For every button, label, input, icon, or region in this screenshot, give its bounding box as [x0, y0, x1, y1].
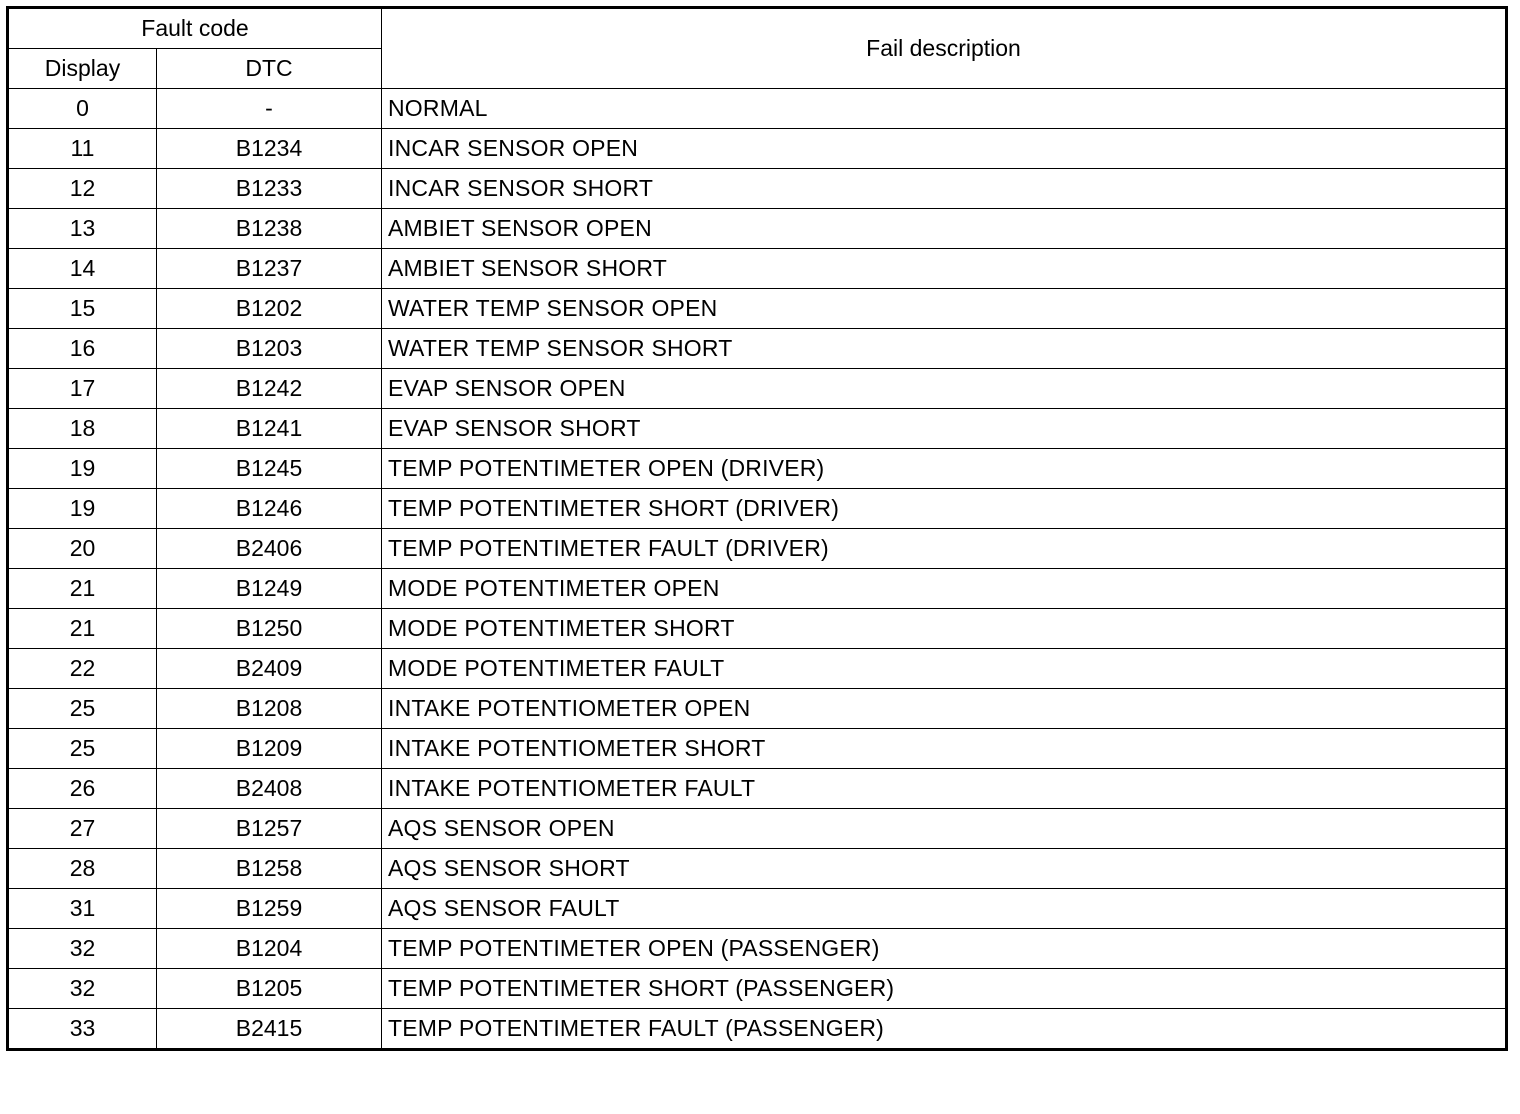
display-code-cell: 32 [8, 929, 157, 969]
header-fail-description: Fail description [382, 8, 1507, 89]
fail-description-cell: INCAR SENSOR OPEN [382, 129, 1507, 169]
fail-description-cell: AQS SENSOR SHORT [382, 849, 1507, 889]
fault-code-table [6, 6, 1508, 1051]
display-code-cell: 25 [8, 729, 157, 769]
display-code-cell: 13 [8, 209, 157, 249]
dtc-code-cell: B1204 [157, 929, 382, 969]
display-code-cell: 15 [8, 289, 157, 329]
header-display: Display [8, 49, 157, 89]
dtc-code-cell: B1205 [157, 969, 382, 1009]
table-row [8, 129, 1507, 169]
display-code-cell: 25 [8, 689, 157, 729]
dtc-code-cell: B1202 [157, 289, 382, 329]
fail-description-cell: MODE POTENTIMETER SHORT [382, 609, 1507, 649]
dtc-code-cell: B1238 [157, 209, 382, 249]
header-dtc: DTC [157, 49, 382, 89]
display-code-cell: 27 [8, 809, 157, 849]
fail-description-cell: AQS SENSOR OPEN [382, 809, 1507, 849]
display-code-cell: 22 [8, 649, 157, 689]
table-row [8, 369, 1507, 409]
table-body [8, 89, 1507, 1050]
table-row [8, 529, 1507, 569]
dtc-code-cell: B2408 [157, 769, 382, 809]
dtc-code-cell: B1259 [157, 889, 382, 929]
table-row [8, 689, 1507, 729]
fail-description-cell: EVAP SENSOR SHORT [382, 409, 1507, 449]
fail-description-cell: INTAKE POTENTIOMETER SHORT [382, 729, 1507, 769]
dtc-code-cell: B1208 [157, 689, 382, 729]
header-fault-code: Fault code [8, 8, 382, 49]
display-code-cell: 26 [8, 769, 157, 809]
dtc-code-cell: B1234 [157, 129, 382, 169]
fail-description-cell: TEMP POTENTIMETER OPEN (DRIVER) [382, 449, 1507, 489]
table-row [8, 889, 1507, 929]
fail-description-cell: MODE POTENTIMETER FAULT [382, 649, 1507, 689]
fail-description-cell: NORMAL [382, 89, 1507, 129]
display-code-cell: 14 [8, 249, 157, 289]
table-row [8, 769, 1507, 809]
dtc-code-cell: - [157, 89, 382, 129]
dtc-code-cell: B2406 [157, 529, 382, 569]
table-row [8, 209, 1507, 249]
table-row [8, 809, 1507, 849]
dtc-code-cell: B1258 [157, 849, 382, 889]
display-code-cell: 21 [8, 569, 157, 609]
dtc-code-cell: B1241 [157, 409, 382, 449]
display-code-cell: 18 [8, 409, 157, 449]
table-row [8, 409, 1507, 449]
table-row [8, 329, 1507, 369]
fail-description-cell: INTAKE POTENTIOMETER OPEN [382, 689, 1507, 729]
display-code-cell: 17 [8, 369, 157, 409]
dtc-code-cell: B1233 [157, 169, 382, 209]
table-row [8, 169, 1507, 209]
table-row [8, 649, 1507, 689]
fail-description-cell: TEMP POTENTIMETER FAULT (PASSENGER) [382, 1009, 1507, 1050]
fail-description-cell: AMBIET SENSOR SHORT [382, 249, 1507, 289]
header-row-top [8, 8, 1507, 49]
dtc-code-cell: B1242 [157, 369, 382, 409]
table-row [8, 1009, 1507, 1050]
dtc-code-cell: B1245 [157, 449, 382, 489]
display-code-cell: 32 [8, 969, 157, 1009]
table-row [8, 289, 1507, 329]
dtc-code-cell: B1250 [157, 609, 382, 649]
table-row [8, 969, 1507, 1009]
display-code-cell: 19 [8, 489, 157, 529]
table-row [8, 569, 1507, 609]
display-code-cell: 12 [8, 169, 157, 209]
fail-description-cell: TEMP POTENTIMETER OPEN (PASSENGER) [382, 929, 1507, 969]
dtc-code-cell: B1237 [157, 249, 382, 289]
table-row [8, 929, 1507, 969]
table-row [8, 489, 1507, 529]
fail-description-cell: TEMP POTENTIMETER SHORT (PASSENGER) [382, 969, 1507, 1009]
fail-description-cell: MODE POTENTIMETER OPEN [382, 569, 1507, 609]
display-code-cell: 19 [8, 449, 157, 489]
fail-description-cell: AMBIET SENSOR OPEN [382, 209, 1507, 249]
table-row [8, 849, 1507, 889]
dtc-code-cell: B1203 [157, 329, 382, 369]
display-code-cell: 0 [8, 89, 157, 129]
table-row [8, 729, 1507, 769]
display-code-cell: 28 [8, 849, 157, 889]
fail-description-cell: TEMP POTENTIMETER SHORT (DRIVER) [382, 489, 1507, 529]
fail-description-cell: INTAKE POTENTIOMETER FAULT [382, 769, 1507, 809]
dtc-code-cell: B2409 [157, 649, 382, 689]
display-code-cell: 16 [8, 329, 157, 369]
dtc-code-cell: B1209 [157, 729, 382, 769]
display-code-cell: 11 [8, 129, 157, 169]
display-code-cell: 31 [8, 889, 157, 929]
fail-description-cell: AQS SENSOR FAULT [382, 889, 1507, 929]
fail-description-cell: TEMP POTENTIMETER FAULT (DRIVER) [382, 529, 1507, 569]
fail-description-cell: EVAP SENSOR OPEN [382, 369, 1507, 409]
fail-description-cell: INCAR SENSOR SHORT [382, 169, 1507, 209]
fail-description-cell: WATER TEMP SENSOR OPEN [382, 289, 1507, 329]
display-code-cell: 33 [8, 1009, 157, 1050]
dtc-code-cell: B1257 [157, 809, 382, 849]
display-code-cell: 21 [8, 609, 157, 649]
dtc-code-cell: B1246 [157, 489, 382, 529]
dtc-code-cell: B1249 [157, 569, 382, 609]
table-row [8, 249, 1507, 289]
fail-description-cell: WATER TEMP SENSOR SHORT [382, 329, 1507, 369]
table-header [8, 8, 1507, 89]
table-row [8, 449, 1507, 489]
table-row [8, 609, 1507, 649]
dtc-code-cell: B2415 [157, 1009, 382, 1050]
display-code-cell: 20 [8, 529, 157, 569]
table-row [8, 89, 1507, 129]
